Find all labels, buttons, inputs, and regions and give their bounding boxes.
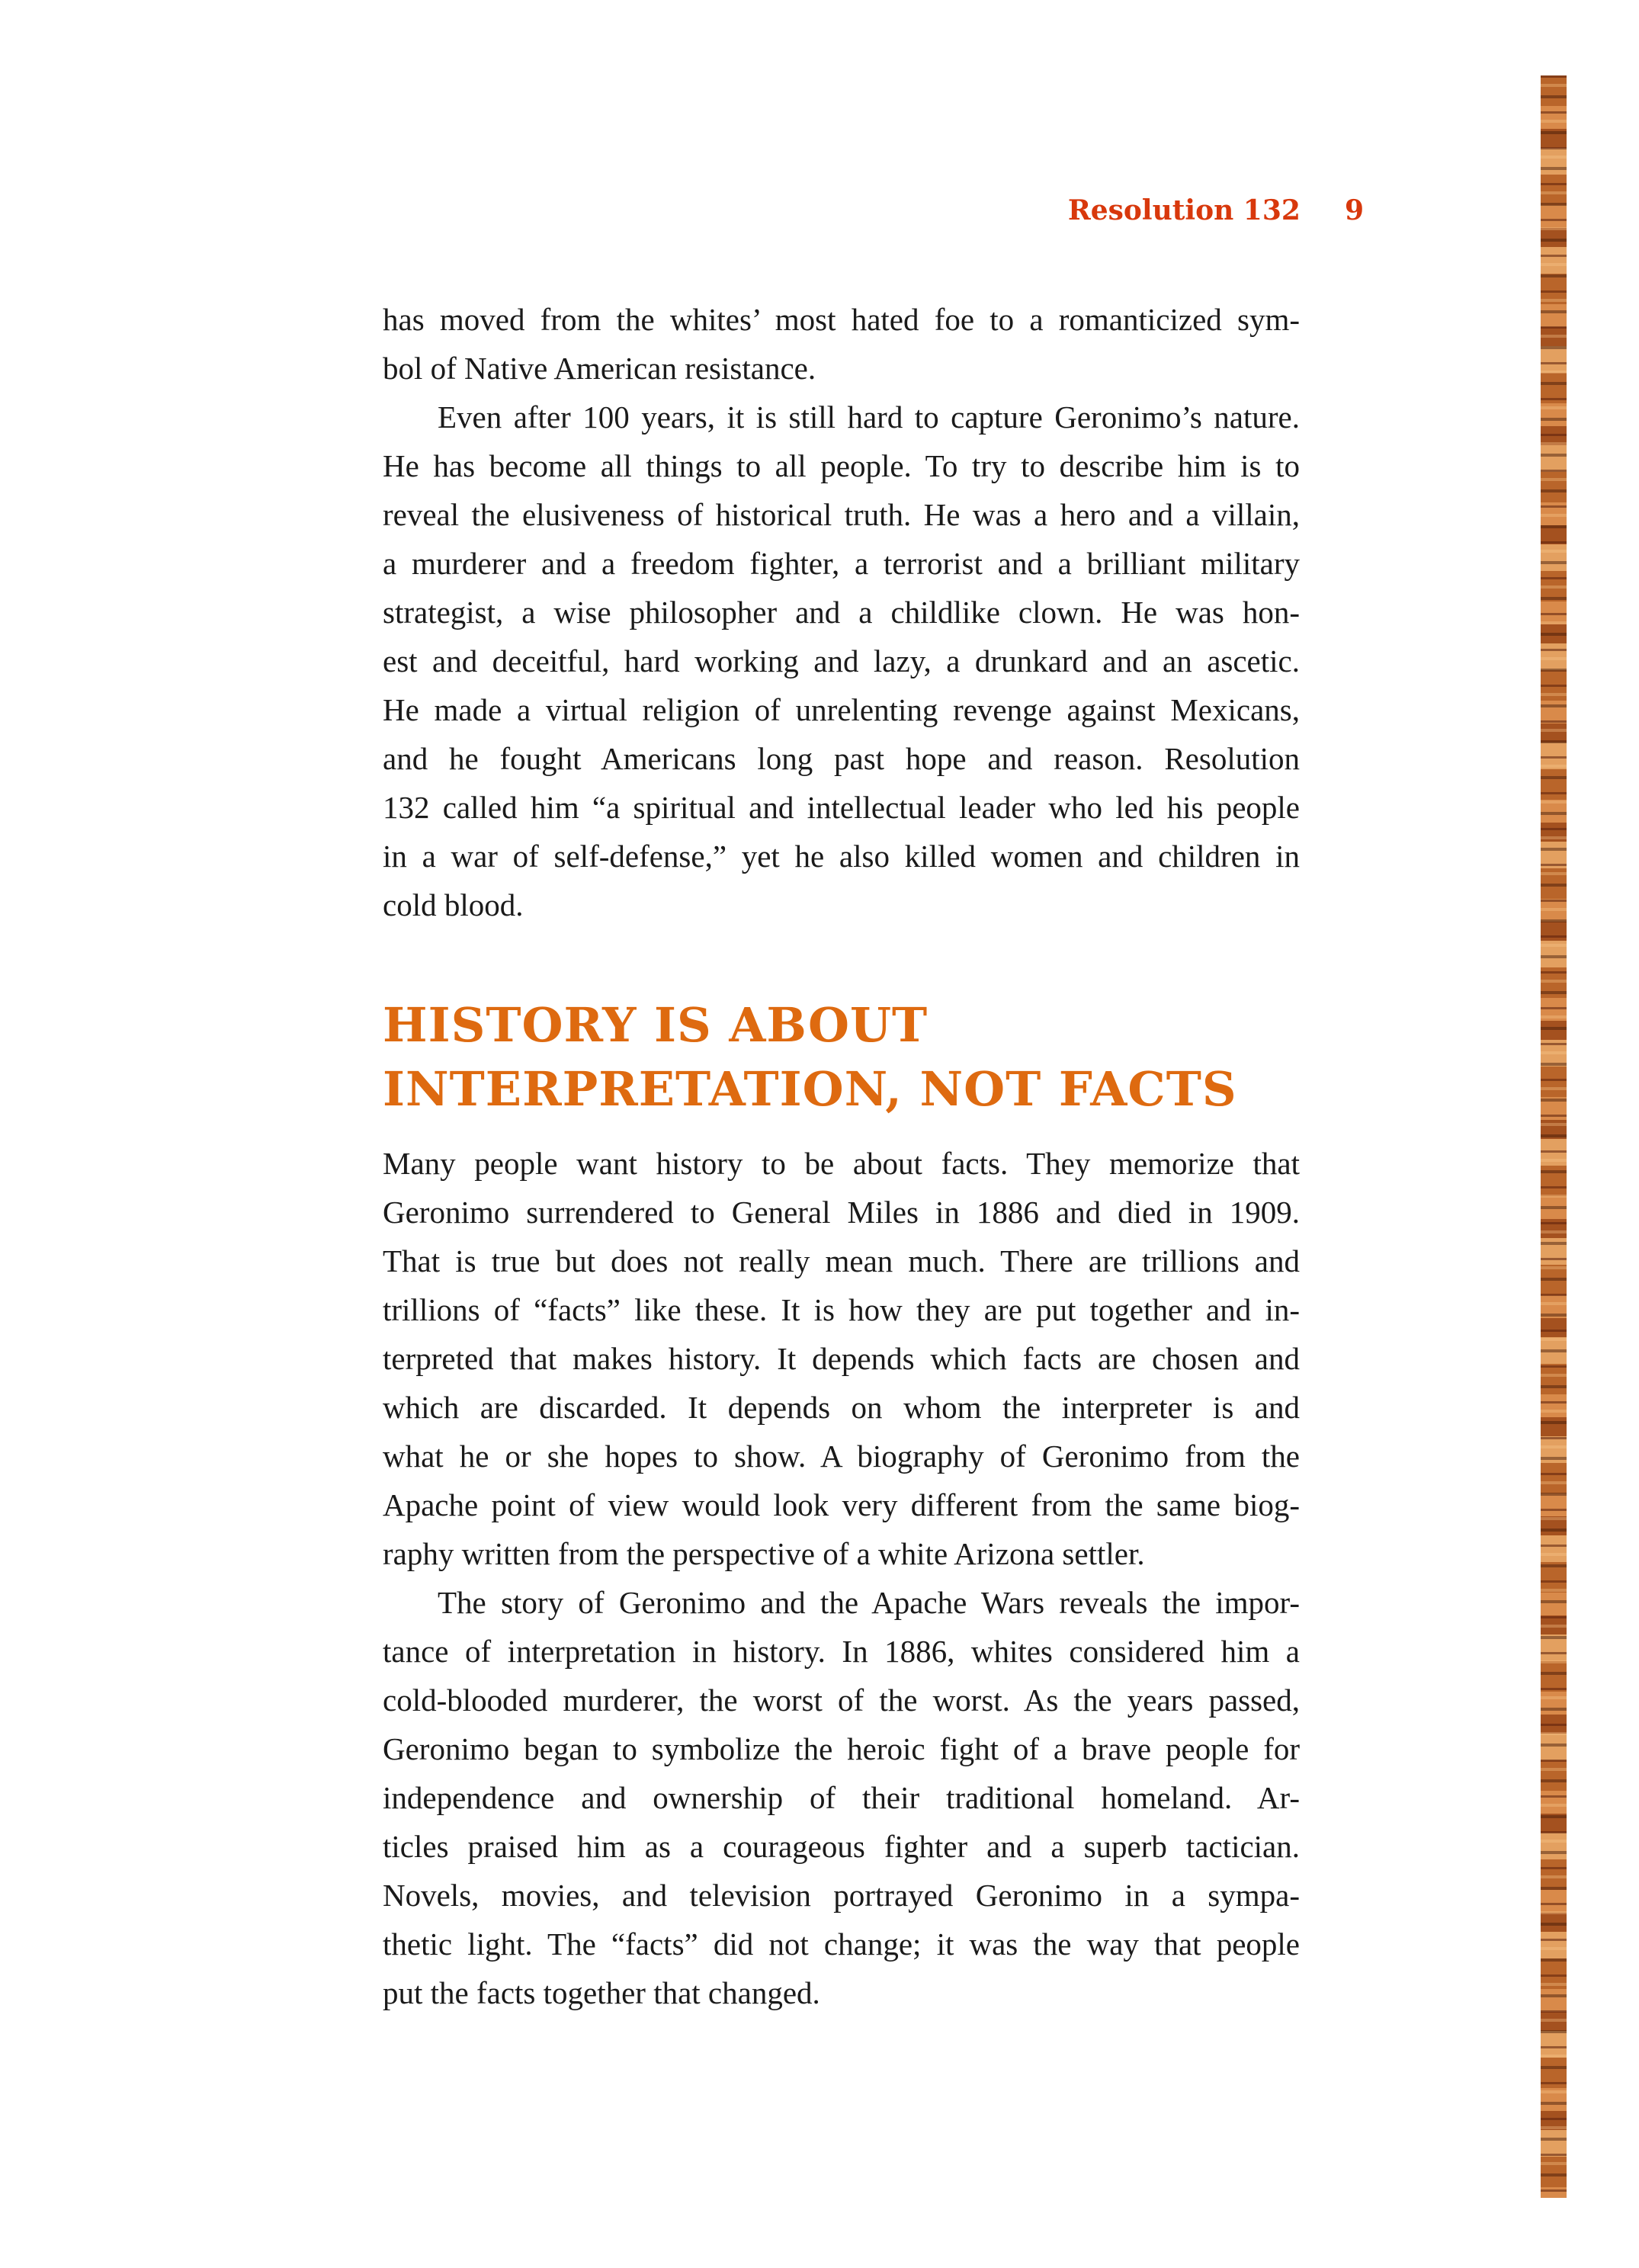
text-line: terpreted that makes history. It depends which facts are chosen and (383, 1341, 1300, 1376)
text-line: Apache point of view would look very different from the same biog- (383, 1487, 1300, 1522)
text-line: The story of Geronimo and the Apache Wars reveals the impor- (438, 1585, 1300, 1620)
text-line: Many people want history to be about facts. They memorize that (383, 1146, 1300, 1181)
wood-grain-edge-decoration (1541, 75, 1567, 2198)
text-line: cold-blooded murderer, the worst of the worst. As the years passed, (383, 1683, 1300, 1718)
paragraph (383, 1139, 1300, 1578)
paragraph (383, 295, 1300, 393)
text-line: cold blood. (383, 887, 524, 922)
text-line: Geronimo surrendered to General Miles in 1886 and died in 1909. (383, 1195, 1300, 1230)
text-line: what he or she hopes to show. A biography of Geronimo from the (383, 1439, 1300, 1474)
text-line: has moved from the whites’ most hated foe to a romanticized sym- (383, 302, 1300, 337)
body-text-section-1 (383, 295, 1300, 929)
text-line: Even after 100 years, it is still hard to capture Geronimo’s nature. (438, 399, 1300, 435)
text-line: He has become all things to all people. To try to describe him is to (383, 448, 1300, 483)
text-line: Novels, movies, and television portrayed Geronimo in a sympa- (383, 1878, 1300, 1913)
running-head-title: Resolution 132 (1067, 194, 1301, 226)
paragraph (383, 393, 1300, 929)
text-line: put the facts together that changed. (383, 1975, 820, 2010)
text-line: Geronimo began to symbolize the heroic fight of a brave people for (383, 1731, 1300, 1766)
text-line: a murderer and a freedom fighter, a terrorist and a brilliant military (383, 546, 1300, 581)
text-line: independence and ownership of their traditional homeland. Ar- (383, 1780, 1300, 1815)
text-line: 132 called him “a spiritual and intellectual leader who led his people (383, 790, 1300, 825)
text-line: strategist, a wise philosopher and a childlike clown. He was hon- (383, 595, 1300, 630)
heading-line-1: HISTORY IS ABOUT (383, 997, 929, 1053)
body-text-section-2 (383, 1139, 1300, 2017)
text-line: which are discarded. It depends on whom the interpreter is and (383, 1390, 1300, 1425)
running-head (991, 194, 1364, 226)
text-line: That is true but does not really mean much. There are trillions and (383, 1243, 1300, 1278)
text-line: trillions of “facts” like these. It is how they are put together and in- (383, 1292, 1300, 1327)
section-heading (383, 993, 1237, 1121)
text-line: reveal the elusiveness of historical truth. He was a hero and a villain, (383, 497, 1300, 532)
page-number: 9 (1344, 194, 1364, 226)
heading-line-2: INTERPRETATION, NOT FACTS (383, 1061, 1237, 1117)
text-line: in a war of self-defense,” yet he also killed women and children in (383, 839, 1300, 874)
text-line: He made a virtual religion of unrelenting revenge against Mexicans, (383, 692, 1300, 727)
text-line: thetic light. The “facts” did not change; it was the way that people (383, 1926, 1300, 1962)
text-line: est and deceitful, hard working and lazy, a drunkard and an ascetic. (383, 643, 1300, 678)
text-line: and he fought Americans long past hope and reason. Resolution (383, 741, 1300, 776)
text-line: ticles praised him as a courageous fighter and a superb tactician. (383, 1829, 1300, 1864)
text-line: tance of interpretation in history. In 1886, whites considered him a (383, 1634, 1300, 1669)
text-line: raphy written from the perspective of a white Arizona settler. (383, 1536, 1145, 1571)
text-line: bol of Native American resistance. (383, 351, 816, 386)
paragraph (383, 1578, 1300, 2017)
